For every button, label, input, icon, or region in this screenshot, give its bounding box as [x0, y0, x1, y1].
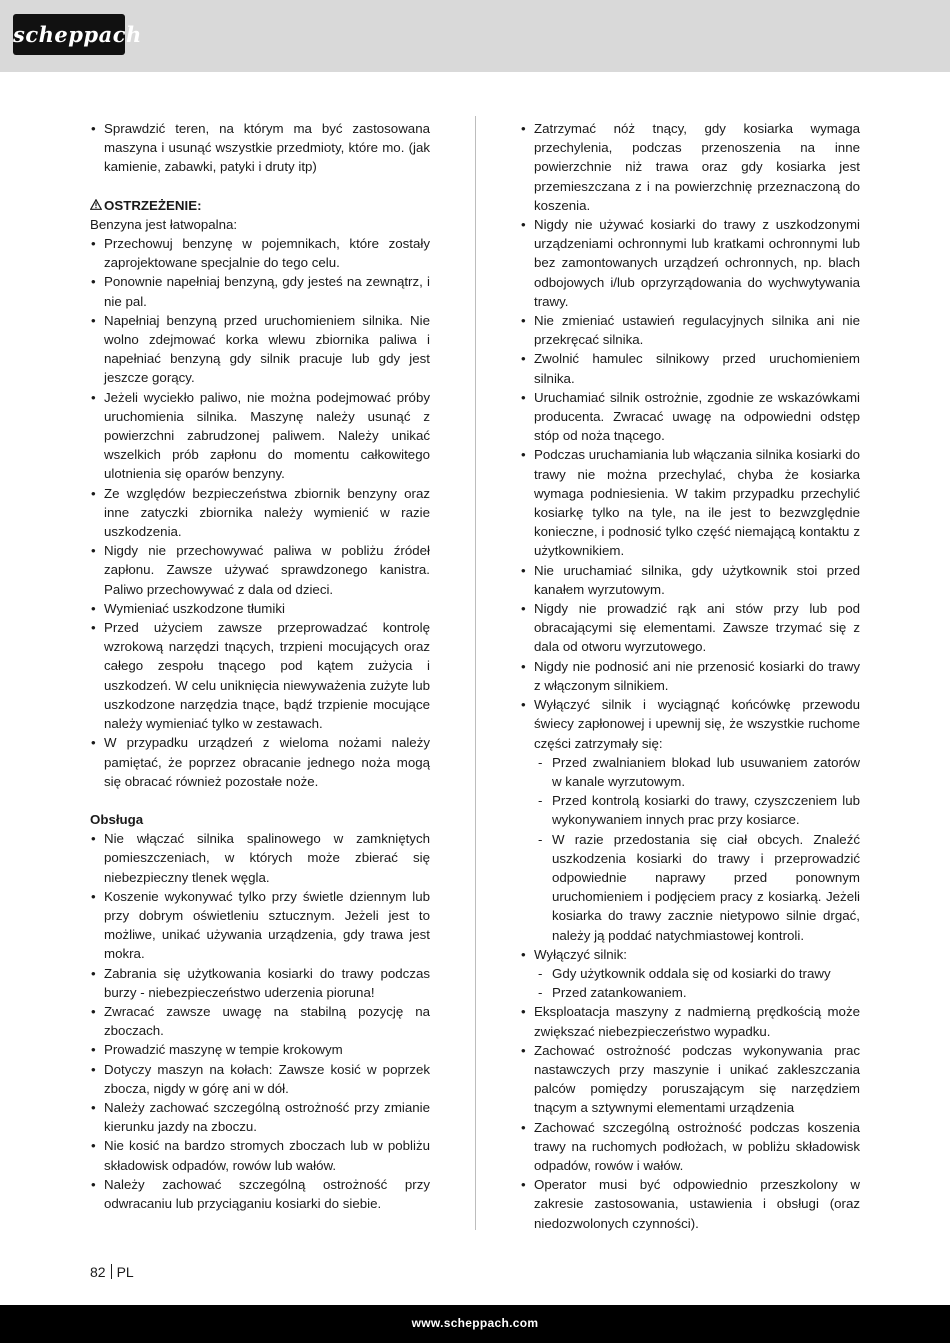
- spacer: [90, 177, 430, 196]
- bullet-item: • Jeżeli wyciekło paliwo, nie można podejmować próby uruchomienia silnika. Maszynę należy usunąć z powierzchni zabrudzonej paliwem. Należy unikać wszelkich prób zapłonu do momentu całkowitego ulotnienia się oparów benzyny.: [90, 388, 430, 484]
- bullet-item: • Koszenie wykonywać tylko przy świetle dziennym lub przy dobrym oświetleniu sztucznym. Jeżeli jest to możliwe, unikać używania urządzenia, gdy trawa jest mokra.: [90, 887, 430, 964]
- bullet-item: • Należy zachować szczególną ostrożność przy odwracaniu lub przyciąganiu kosiarki do siebie.: [90, 1175, 430, 1213]
- sub-list-item: - Przed zwalnianiem blokad lub usuwaniem zatorów w kanale wyrzutowym.: [520, 753, 860, 791]
- bullet-item: • Ponownie napełniaj benzyną, gdy jesteś na zewnątrz, i nie pal.: [90, 272, 430, 310]
- bullet-item: • Sprawdzić teren, na którym ma być zastosowana maszyna i usunąć wszystkie przedmioty, które mo. (jak kamienie, zabawki, patyki i druty itp): [90, 119, 430, 177]
- bullet-item: • Operator musi być odpowiednio przeszkolony w zakresie zastosowania, ustawienia i obsługi (oraz niedozwolonych czynności).: [520, 1175, 860, 1233]
- bullet-item: • Dotyczy maszyn na kołach: Zawsze kosić w poprzek zbocza, nigdy w górę ani w dół.: [90, 1060, 430, 1098]
- section-heading: [90, 810, 430, 829]
- bullet-item: • Zwolnić hamulec silnikowy przed uruchomieniem silnika.: [520, 349, 860, 387]
- bullet-item: • Wymieniać uszkodzone tłumiki: [90, 599, 430, 618]
- bullet-item: • Nie zmieniać ustawień regulacyjnych silnika ani nie przekręcać silnika.: [520, 311, 860, 349]
- spacer: [90, 791, 430, 810]
- bullet-item: • Nie uruchamiać silnika, gdy użytkownik stoi przed kanałem wyrzutowym.: [520, 561, 860, 599]
- bullet-item: • Nigdy nie używać kosiarki do trawy z uszkodzonymi urządzeniami ochronnymi lub kratkami ochronnymi lub bez zamontowanych urządzeń ochronnych, np. blach odbojowych i/lub oprzyrządowania do wychwytywania trawy.: [520, 215, 860, 311]
- bullet-item: • Nigdy nie przechowywać paliwa w pobliżu źródeł zapłonu. Zawsze używać sprawdzonego kanistra. Paliwo przechowywać z dala od dzieci.: [90, 541, 430, 599]
- page-number: 82: [90, 1264, 106, 1280]
- bullet-item: • Napełniaj benzyną przed uruchomieniem silnika. Nie wolno zdejmować korka wlewu zbiornika paliwa i napełniać benzyną gdy silnik pracuje lub gdy jest jeszcze gorący.: [90, 311, 430, 388]
- bullet-item: • Wyłączyć silnik:: [520, 945, 860, 964]
- left-column: [90, 119, 430, 1213]
- bullet-item: • Podczas uruchamiania lub włączania silnika kosiarki do trawy nie można przechylać, chyba że kosiarka wymaga podniesienia. W takim przypadku przechylić kosiarkę tylko na tyle, na ile jest to bezwzględnie konieczne, i podnosić tylko część niemającą kontaktu z użytkownikiem.: [520, 445, 860, 560]
- heading-text: OSTRZEŻENIE:: [104, 197, 202, 213]
- bullet-item: • Przechowuj benzynę w pojemnikach, które zostały zaprojektowane specjalnie do tego celu.: [90, 234, 430, 272]
- bullet-item: • Ze względów bezpieczeństwa zbiornik benzyny oraz inne zatyczki zbiornika należy wymienić w razie uszkodzenia.: [90, 484, 430, 542]
- bullet-item: • Uruchamiać silnik ostrożnie, zgodnie ze wskazówkami producenta. Zwracać uwagę na odpowiedni odstęp stóp od noża tnącego.: [520, 388, 860, 446]
- heading-text: Obsługa: [90, 811, 144, 827]
- column-divider: [475, 116, 476, 1230]
- bullet-item: • Prowadzić maszynę w tempie krokowym: [90, 1040, 430, 1059]
- bullet-item: • Zatrzymać nóż tnący, gdy kosiarka wymaga przechylenia, podczas przenoszenia na inne powierzchnie niż trawa oraz gdy kosiarka jest przemieszczana z i na powierzchnię przeznaczoną do koszenia.: [520, 119, 860, 215]
- warning-triangle-icon: [90, 196, 104, 215]
- paragraph: Benzyna jest łatwopalna:: [90, 216, 238, 232]
- right-column: [520, 119, 860, 1233]
- bullet-item: • Wyłączyć silnik i wyciągnąć końcówkę przewodu świecy zapłonowej i upewnij się, że wszystkie ruchome części zatrzymały się:: [520, 695, 860, 753]
- language-code: PL: [116, 1264, 134, 1280]
- bullet-item: • Przed użyciem zawsze przeprowadzać kontrolę wzrokową narzędzi tnących, trzpieni mocujących oraz całego zespołu tnącego pod kątem zużycia i uszkodzeń. W celu uniknięcia niewyważenia zużyte lub uszkodzone narzędzia tnące, bądź trzpienie mocujące należy wymieniać tylko w zestawach.: [90, 618, 430, 733]
- website-link[interactable]: www.scheppach.com: [411, 1316, 539, 1330]
- bullet-item: • Zwracać zawsze uwagę na stabilną pozycję na zboczach.: [90, 1002, 430, 1040]
- bullet-item: • Zabrania się użytkowania kosiarki do trawy podczas burzy - niebezpieczeństwo uderzenia pioruna!: [90, 964, 430, 1002]
- bullet-item: • Nie włączać silnika spalinowego w zamkniętych pomieszczeniach, w których może zbierać się niebezpieczny tlenek węgla.: [90, 829, 430, 887]
- page-footer: [90, 1264, 134, 1280]
- sub-list-item: - Przed kontrolą kosiarki do trawy, czyszczeniem lub wykonywaniem innych prac przy kosiarce.: [520, 791, 860, 829]
- bullet-item: • Nigdy nie prowadzić rąk ani stów przy lub pod obracającymi się elementami. Zawsze trzymać się z dala od otworu wyrzutowego.: [520, 599, 860, 657]
- bullet-item: • Należy zachować szczególną ostrożność przy zmianie kierunku jazdy na zboczu.: [90, 1098, 430, 1136]
- bullet-item: • Zachować ostrożność podczas wykonywania prac nastawczych przy maszynie i unikać zakleszczania palców pomiędzy poruszającym się narzędziem tnącym a sztywnymi elementami urządzenia: [520, 1041, 860, 1118]
- bullet-item: • W przypadku urządzeń z wieloma nożami należy pamiętać, że poprzez obracanie jednego noża mogą się obracać również pozostałe noże.: [90, 733, 430, 791]
- brand-logo: scheppach: [13, 14, 125, 55]
- bullet-item: • Nie kosić na bardzo stromych zboczach lub w pobliżu składowisk odpadów, rowów lub wałów.: [90, 1136, 430, 1174]
- sub-list-item: - W razie przedostania się ciał obcych. Znaleźć uszkodzenia kosiarki do trawy i przeprowadzić odpowiednie naprawy przed ponownym uruchomieniem i podjęciem pracy z kosiarką. Jeżeli kosiarka do trawy zacznie nietypowo silnie drgać, należy ją poddać natychmiastowej kontroli.: [520, 830, 860, 945]
- sub-list-item: - Przed zatankowaniem.: [520, 983, 860, 1002]
- bullet-item: • Zachować szczególną ostrożność podczas koszenia trawy na ruchomych podłożach, w pobliżu składowisk odpadów, rowów i wałów.: [520, 1118, 860, 1176]
- footer-separator: [111, 1264, 112, 1279]
- bullet-item: • Eksploatacja maszyny z nadmierną prędkością może zwiększać niebezpieczeństwo wypadku.: [520, 1002, 860, 1040]
- bullet-item: • Nigdy nie podnosić ani nie przenosić kosiarki do trawy z włączonym silnikiem.: [520, 657, 860, 695]
- sub-list-item: - Gdy użytkownik oddala się od kosiarki do trawy: [520, 964, 860, 983]
- bottom-bar: [0, 1305, 950, 1343]
- header-bar: [0, 0, 950, 72]
- section-heading: [90, 196, 430, 215]
